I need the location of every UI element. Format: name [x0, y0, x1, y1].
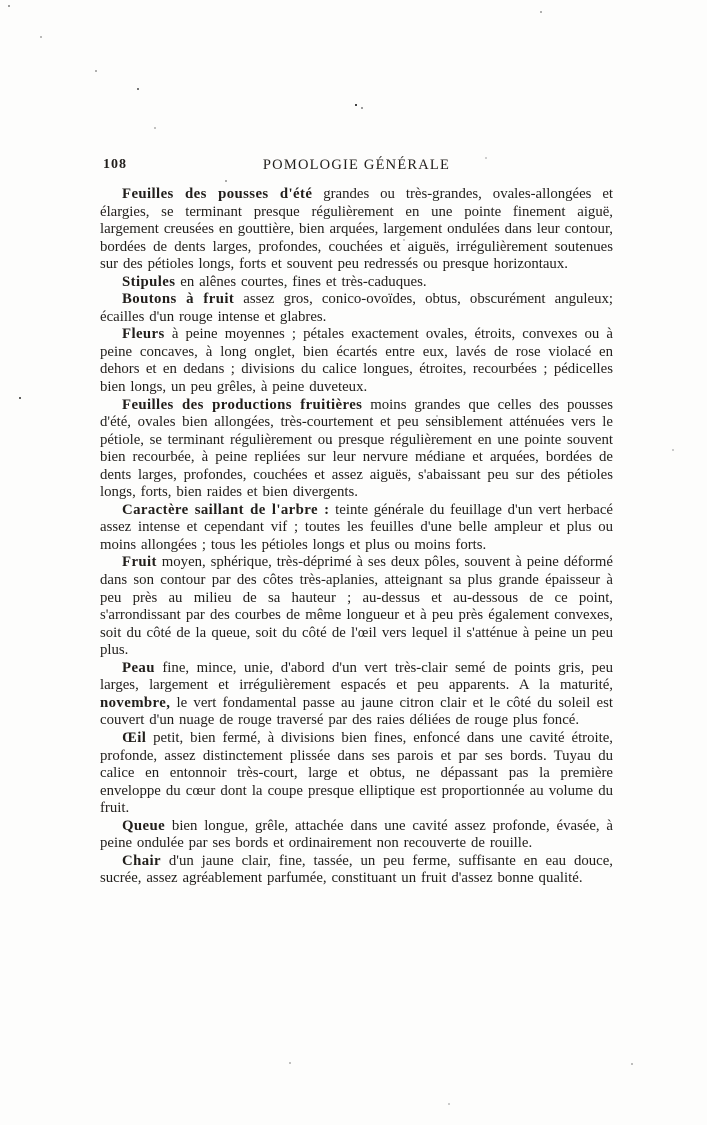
paragraph-text: à peine moyennes ; pétales exactement ovales, étroits, convexes ou à peine concaves, à long onglet, bien écartés entre eux, lavés de rose violacé en dehors et en dedans ; divisions du calice longues, étroites, recourbées ; pédicelles bien longs, un peu grêles, à peine duveteux.: [100, 326, 613, 396]
paragraph-text: petit, bien fermé, à divisions bien fines, enfoncé dans une cavité étroite, profonde, assez distinctement plissée dans ses parois et par ses bords. Tuyau du calice en entonnoir très-court, large et obtus, ne dépassant pas la première enveloppe du cœur dont la coupe presque elliptique est proportionnée au volume du fruit.: [100, 729, 613, 817]
paragraph-text: le vert fondamental passe au jaune citron clair et le côté du soleil est couvert d'un nuage de rouge traversé par des raies déliées de rouge plus foncé.: [100, 694, 613, 729]
page-body: [100, 186, 613, 888]
paragraph-lead: Caractère saillant de l'arbre :: [122, 501, 330, 518]
paragraph: [100, 397, 613, 502]
paragraph-text: fine, mince, unie, d'abord d'un vert très-clair semé de points gris, peu larges, largement et irrégulièrement espacés et peu apparents. A la maturité,: [100, 659, 613, 694]
paragraph-lead: Chair: [122, 852, 161, 869]
paragraph-lead: novembre,: [100, 694, 171, 711]
paragraph-text: moyen, sphérique, très-déprimé à ses deux pôles, souvent à peine déformé dans son contour par des côtes très-aplanies, atteignant sa plus grande épaisseur à peu près au milieu de sa hauteur ; au-dessus et au-dessous de ce point, s'arrondissant par des courbes de même longueur et à peu près également convexes, soit du côté de la queue, soit du côté de l'œil vers lequel il s'atténue à peine un peu plus.: [100, 554, 613, 659]
paragraph: [100, 660, 613, 730]
paragraph-text: teinte générale du feuillage d'un vert herbacé assez intense et cependant vif ; toutes les feuilles d'une belle ampleur et plus ou moins allongées ; tous les pétioles longs et plus ou moins forts.: [100, 501, 613, 553]
paragraph: [100, 730, 613, 818]
paragraph-text: d'un jaune clair, fine, tassée, un peu ferme, suffisante en eau douce, sucrée, assez agréablement parfumée, constituant un fruit d'assez bonne qualité.: [100, 852, 613, 887]
paragraph-text: moins grandes que celles des pousses d'été, ovales bien allongées, très-courtement et peu sensiblement atténuées vers le pétiole, se terminant régulièrement ou presque régulièrement en une pointe souvent bien recourbée, à peine repliées sur leur nervure médiane et arquées, bordées de dents larges, profondes, couchées et assez aiguës, s'abaissant peu sur des pétioles longs, forts, bien raides et bien divergents.: [100, 396, 613, 501]
paragraph-lead: Stipules: [122, 273, 176, 290]
paragraph: [100, 274, 613, 292]
paragraph-lead: Boutons à fruit: [122, 291, 235, 308]
scan-speckles: [0, 0, 2, 2]
paragraph: [100, 291, 613, 326]
paragraph-lead: Œil: [122, 729, 147, 746]
paragraph-lead: Peau: [122, 659, 155, 676]
paragraph-text: grandes ou très-grandes, ovales-allongées et élargies, se terminant presque régulièrement en une pointe finement aiguë, largement creusées en gouttière, bien arquées, largement ondulées dans leur contour, bordées de dents larges, profondes, couchées et aiguës, irrégulièrement soutenues sur des pétioles longs, forts et souvent peu redressés ou presque horizontaux.: [100, 186, 614, 273]
paragraph-lead: Fruit: [122, 554, 157, 571]
paragraph-text: bien longue, grêle, attachée dans une cavité assez profonde, évasée, à peine ondulée par ses bords et ordinairement non recouverte de rouille.: [100, 817, 613, 852]
paragraph-lead: Fleurs: [122, 326, 165, 343]
paragraph: [100, 853, 613, 888]
paragraph-lead: Feuilles des pousses d'été: [122, 186, 313, 202]
paragraph-lead: Feuilles des productions fruitières: [122, 396, 363, 413]
paragraph: [100, 818, 613, 853]
paragraph: [100, 186, 613, 274]
paragraph: [100, 554, 613, 659]
paragraph: [100, 502, 613, 555]
paragraph: [100, 326, 613, 396]
page-number: 108: [103, 157, 127, 172]
running-title: POMOLOGIE GÉNÉRALE: [262, 157, 451, 173]
paragraph-text: en alênes courtes, fines et très-caduques.: [175, 273, 427, 290]
page-header: [100, 157, 613, 177]
paragraph-text: assez gros, conico-ovoïdes, obtus, obscurément anguleux; écailles d'un rouge intense et glabres.: [100, 291, 613, 325]
paragraph-lead: Queue: [122, 817, 166, 834]
